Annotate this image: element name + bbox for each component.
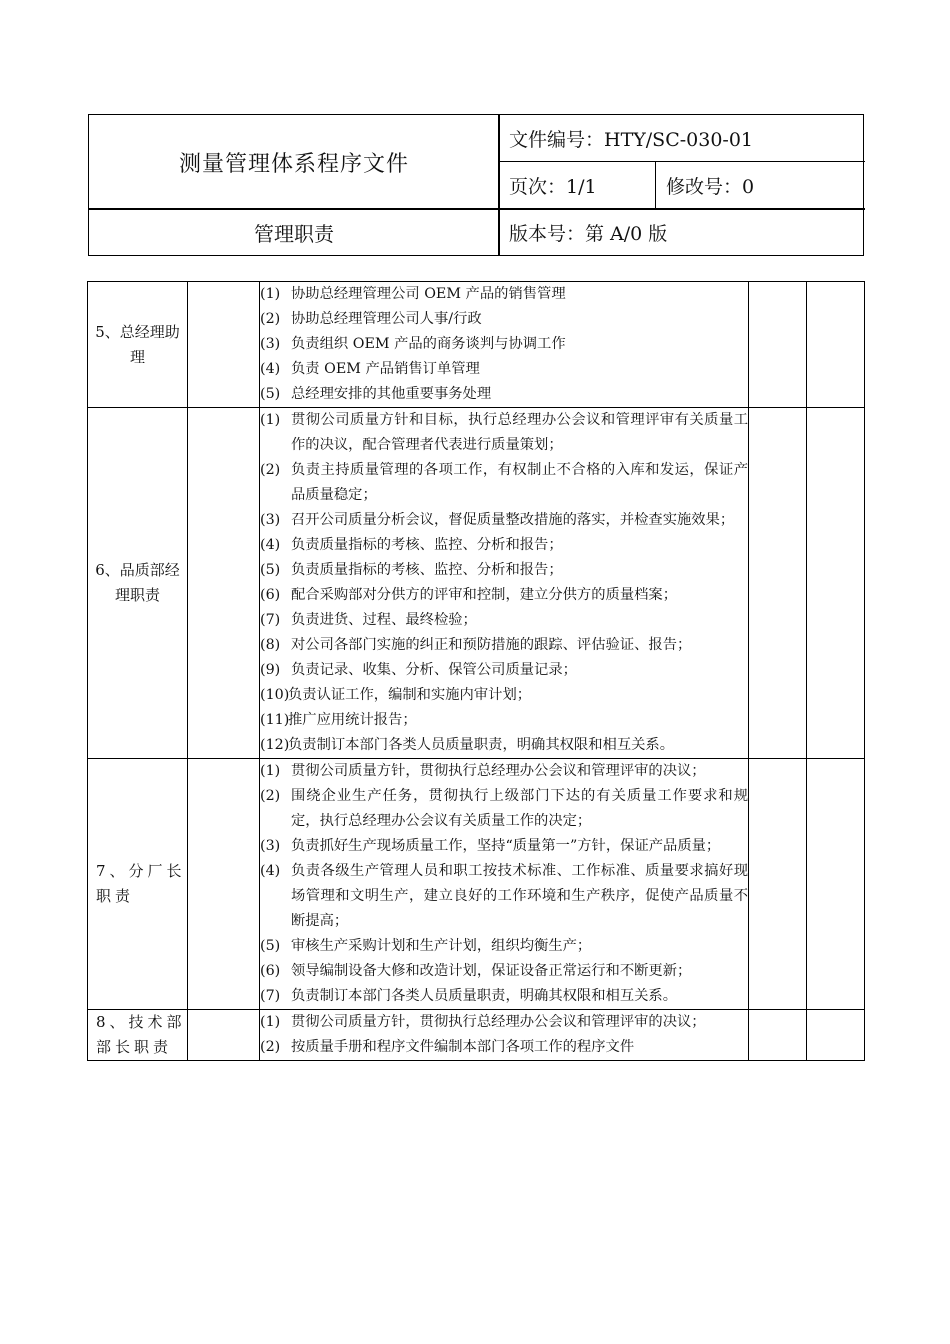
duty-number: (4) xyxy=(260,537,281,553)
duty-number: (8) xyxy=(260,637,281,653)
duty-text: 负责质量指标的考核、监控、分析和报告； xyxy=(291,562,563,578)
blank-cell xyxy=(749,759,807,1010)
table-row xyxy=(88,759,865,1010)
duty-text: 负责各级生产管理人员和职工按技术标准、工作标准、质量要求搞好现场管理和文明生产，建立良好的工作环境和生产秩序，促使产品质量不断提高； xyxy=(291,863,748,929)
duty-number: (12) xyxy=(260,737,290,753)
duty-text: 总经理安排的其他重要事务处理 xyxy=(291,386,492,402)
duty-number: (7) xyxy=(260,612,281,628)
duty-item xyxy=(260,508,748,533)
table-row xyxy=(88,408,865,759)
duties-cell xyxy=(260,759,749,1010)
duty-text: 贯彻公司质量方针和目标，执行总经理办公会议和管理评审有关质量工作的决议，配合管理者代表进行质量策划； xyxy=(291,412,748,453)
role-label: 8、技术部部长职责 xyxy=(96,1013,186,1056)
duty-text: 贯彻公司质量方针，贯彻执行总经理办公会议和管理评审的决议； xyxy=(291,1014,706,1030)
duty-item xyxy=(260,357,748,382)
duty-text: 对公司各部门实施的纠正和预防措施的跟踪、评估验证、报告； xyxy=(291,637,692,653)
duty-text: 召开公司质量分析会议，督促质量整改措施的落实，并检查实施效果； xyxy=(291,512,735,528)
duty-number: (4) xyxy=(260,361,281,377)
role-cell xyxy=(88,1010,188,1061)
duty-item xyxy=(260,382,748,407)
duty-item xyxy=(260,733,748,758)
duty-text: 负责主持质量管理的各项工作，有权制止不合格的入库和发运，保证产品质量稳定； xyxy=(291,462,748,503)
duty-item xyxy=(260,1035,748,1060)
section-title: 管理职责 xyxy=(254,221,334,246)
header-divider xyxy=(499,161,865,162)
duty-item xyxy=(260,984,748,1009)
duty-number: (1) xyxy=(260,412,281,428)
role-label: 7、分厂长职责 xyxy=(96,862,186,905)
duty-text: 按质量手册和程序文件编制本部门各项工作的程序文件 xyxy=(291,1039,635,1055)
duty-item xyxy=(260,282,748,307)
document-title: 测量管理体系程序文件 xyxy=(178,151,409,177)
duty-number: (1) xyxy=(260,763,281,779)
duty-number: (6) xyxy=(260,963,281,979)
blank-cell xyxy=(749,408,807,759)
duty-text: 负责质量指标的考核、监控、分析和报告； xyxy=(291,537,563,553)
duty-number: (2) xyxy=(260,311,281,327)
duty-item xyxy=(260,683,748,708)
duties-table-body xyxy=(88,282,865,1061)
duty-number: (6) xyxy=(260,587,281,603)
duty-number: (11) xyxy=(260,712,290,728)
duty-text: 负责制订本部门各类人员质量职责，明确其权限和相互关系。 xyxy=(291,988,678,1004)
duty-item xyxy=(260,759,748,784)
duty-number: (2) xyxy=(260,788,281,804)
duty-item xyxy=(260,408,748,458)
duty-item xyxy=(260,658,748,683)
duty-item xyxy=(260,533,748,558)
duties-cell xyxy=(260,1010,749,1061)
duty-item xyxy=(260,458,748,508)
duty-number: (1) xyxy=(260,1014,281,1030)
role-cell xyxy=(88,759,188,1010)
duty-text: 围绕企业生产任务，贯彻执行上级部门下达的有关质量工作要求和规定，执行总经理办公会议有关质量工作的决定； xyxy=(291,788,748,829)
duty-number: (2) xyxy=(260,1039,281,1055)
duty-text: 协助总经理管理公司人事/行政 xyxy=(291,311,482,327)
table-row xyxy=(88,282,865,408)
duty-number: (5) xyxy=(260,938,281,954)
duty-item xyxy=(260,1010,748,1035)
duty-text: 审核生产采购计划和生产计划，组织均衡生产； xyxy=(291,938,592,954)
duty-number: (7) xyxy=(260,988,281,1004)
blank-cell xyxy=(807,1010,865,1061)
duty-text: 负责抓好生产现场质量工作，坚持“质量第一”方针，保证产品质量； xyxy=(291,838,721,854)
revision-number: 修改号：0 xyxy=(666,176,755,198)
duty-text: 推广应用统计报告； xyxy=(288,712,417,728)
duty-number: (3) xyxy=(260,838,281,854)
duty-item xyxy=(260,784,748,834)
header-divider xyxy=(655,162,656,209)
duty-number: (1) xyxy=(260,286,281,302)
header-divider xyxy=(89,208,865,210)
duties-cell xyxy=(260,408,749,759)
duty-item xyxy=(260,558,748,583)
role-label: 6、品质部经理职责 xyxy=(95,561,180,604)
duty-text: 负责进货、过程、最终检验； xyxy=(291,612,477,628)
duty-item xyxy=(260,332,748,357)
table-row xyxy=(88,1010,865,1061)
duties-cell xyxy=(260,282,749,408)
duty-item xyxy=(260,934,748,959)
blank-cell xyxy=(188,282,260,408)
blank-cell xyxy=(749,1010,807,1061)
duty-item xyxy=(260,633,748,658)
blank-cell xyxy=(188,1010,260,1061)
duty-item xyxy=(260,307,748,332)
role-label: 5、总经理助理 xyxy=(95,322,180,366)
duty-text: 协助总经理管理公司 OEM 产品的销售管理 xyxy=(291,286,566,302)
duties-table xyxy=(87,281,865,1061)
duty-text: 配合采购部对分供方的评审和控制，建立分供方的质量档案； xyxy=(291,587,678,603)
duty-number: (5) xyxy=(260,562,281,578)
blank-cell xyxy=(749,282,807,408)
duty-text: 负责认证工作，编制和实施内审计划； xyxy=(288,687,532,703)
blank-cell xyxy=(188,408,260,759)
duty-text: 负责制订本部门各类人员质量职责，明确其权限和相互关系。 xyxy=(288,737,675,753)
duty-number: (3) xyxy=(260,512,281,528)
duty-item xyxy=(260,859,748,934)
duty-text: 领导编制设备大修和改造计划，保证设备正常运行和不断更新； xyxy=(291,963,692,979)
duty-text: 负责组织 OEM 产品的商务谈判与协调工作 xyxy=(291,336,566,352)
duty-number: (3) xyxy=(260,336,281,352)
duty-item xyxy=(260,959,748,984)
duty-number: (2) xyxy=(260,462,281,478)
document-header xyxy=(88,114,864,256)
blank-cell xyxy=(807,759,865,1010)
duty-item xyxy=(260,834,748,859)
duty-number: (5) xyxy=(260,386,281,402)
version-number: 版本号：第 A/0 版 xyxy=(509,222,668,245)
page-number: 页次：1/1 xyxy=(509,176,597,198)
blank-cell xyxy=(188,759,260,1010)
duty-item xyxy=(260,608,748,633)
duty-item xyxy=(260,583,748,608)
blank-cell xyxy=(807,282,865,408)
role-cell xyxy=(88,282,188,408)
header-divider xyxy=(498,115,500,255)
document-number: 文件编号：HTY/SC-030-01 xyxy=(509,129,754,151)
duty-number: (4) xyxy=(260,863,281,879)
duty-item xyxy=(260,708,748,733)
duty-number: (9) xyxy=(260,662,281,678)
duty-text: 负责 OEM 产品销售订单管理 xyxy=(291,361,480,377)
duty-number: (10) xyxy=(260,687,290,703)
duty-text: 贯彻公司质量方针，贯彻执行总经理办公会议和管理评审的决议； xyxy=(291,763,706,779)
duty-text: 负责记录、收集、分析、保管公司质量记录； xyxy=(291,662,577,678)
role-cell xyxy=(88,408,188,759)
blank-cell xyxy=(807,408,865,759)
